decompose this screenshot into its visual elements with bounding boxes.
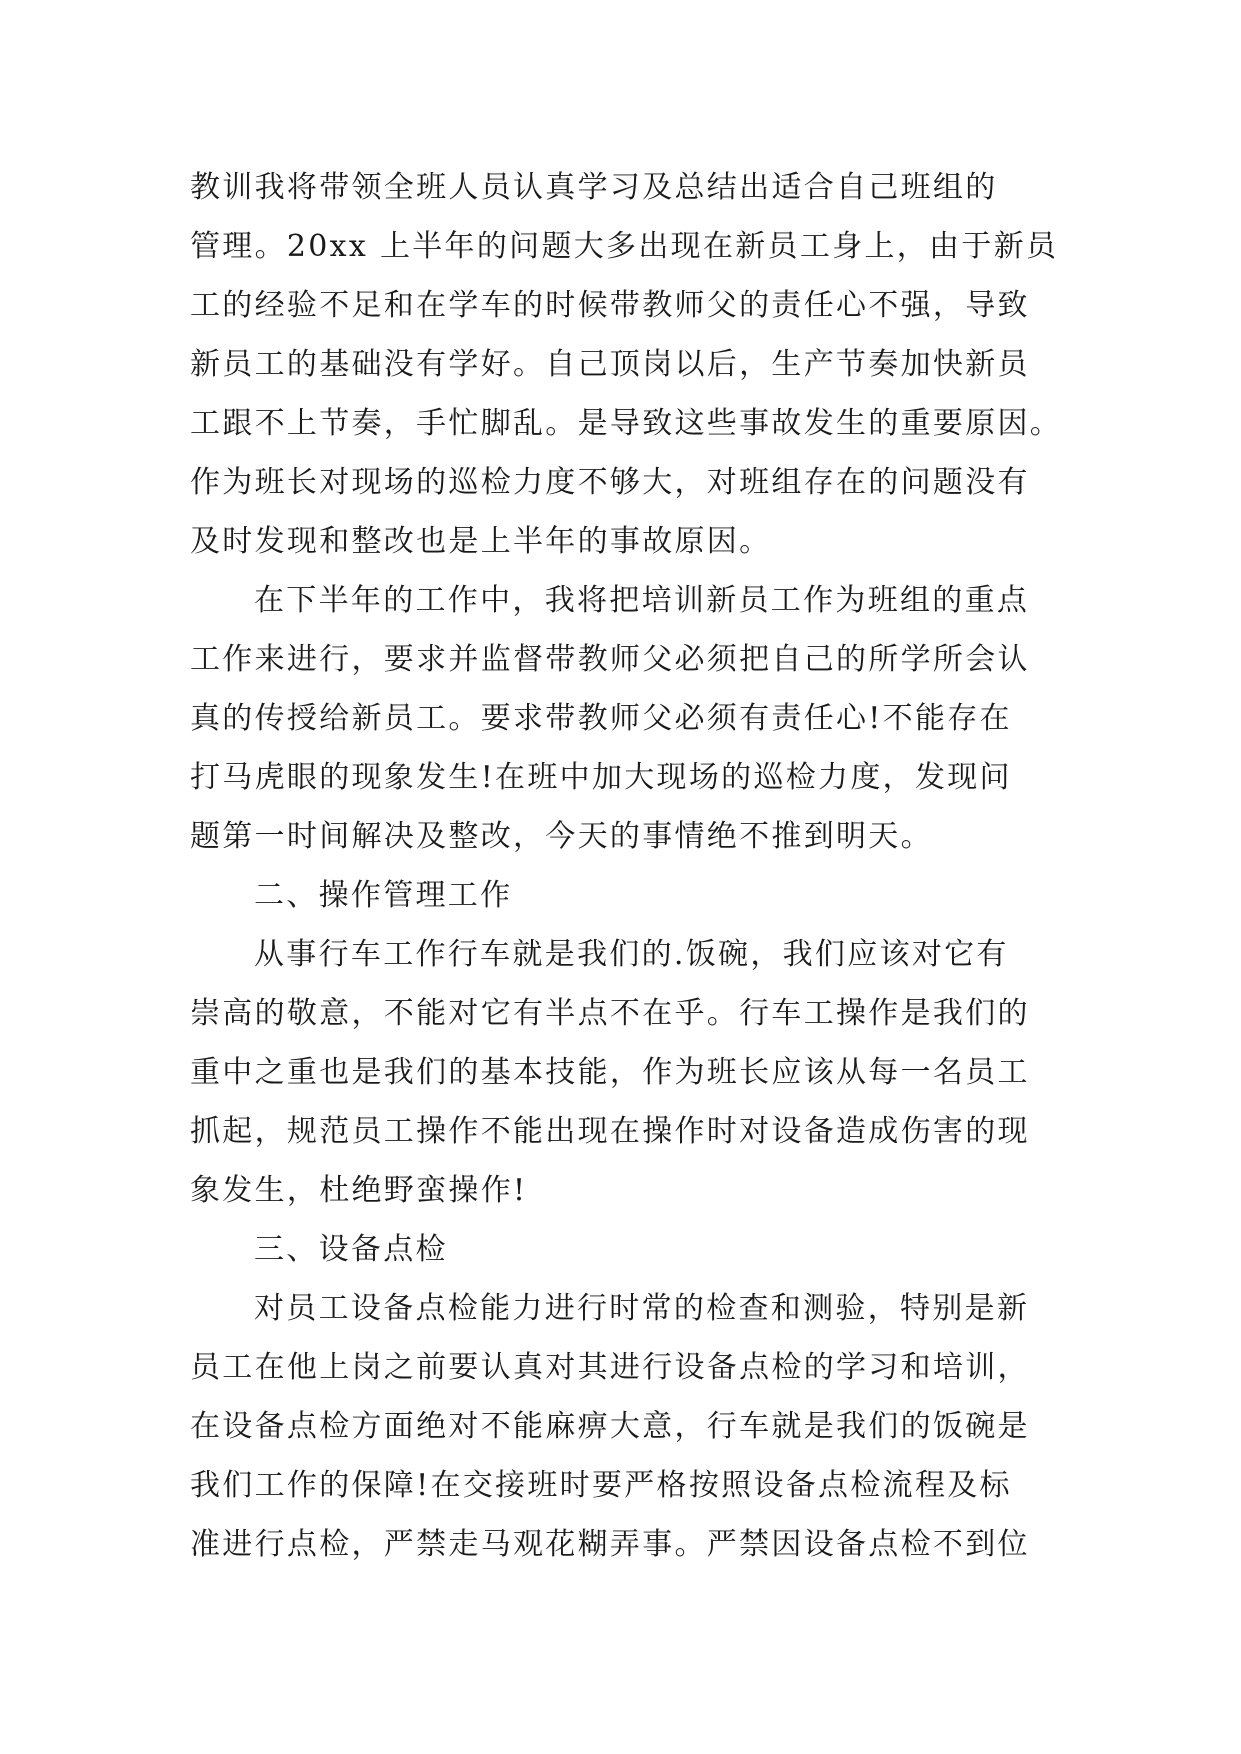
document-body <box>190 158 1063 1574</box>
text-line: 题第一时间解决及整改，今天的事情绝不推到明天。 <box>190 819 933 854</box>
text-line: 工跟不上节奏，手忙脚乱。是导致这些事故发生的重要原因。 <box>190 406 1063 441</box>
text-line: 重中之重也是我们的基本技能，作为班长应该从每一名员工 <box>190 1055 1030 1090</box>
text-line: 工作来进行，要求并监督带教师父必须把自己的所学所会认 <box>190 642 1030 677</box>
text-line: 从事行车工作行车就是我们的.饭碗，我们应该对它有 <box>254 937 1009 972</box>
text-line: 准进行点检，严禁走马观花糊弄事。严禁因设备点检不到位 <box>190 1527 1030 1562</box>
text-line: 新员工的基础没有学好。自己顶岗以后，生产节奏加快新员 <box>190 347 1030 382</box>
text-line: 二、操作管理工作 <box>254 878 513 913</box>
text-line: 象发生，杜绝野蛮操作! <box>190 1173 528 1208</box>
text-line: 我们工作的保障!在交接班时要严格按照设备点检流程及标 <box>190 1468 1012 1503</box>
text-line: 真的传授给新员工。要求带教师父必须有责任心!不能存在 <box>190 701 1012 736</box>
text-line: 抓起，规范员工操作不能出现在操作时对设备造成伤害的现 <box>190 1114 1030 1149</box>
text-line: 在设备点检方面绝对不能麻痹大意，行车就是我们的饭碗是 <box>190 1409 1030 1444</box>
text-line: 管理。20xx 上半年的问题大多出现在新员工身上，由于新员 <box>190 229 1059 264</box>
text-line: 作为班长对现场的巡检力度不够大，对班组存在的问题没有 <box>190 465 1030 500</box>
text-line: 工的经验不足和在学车的时候带教师父的责任心不强，导致 <box>190 288 1030 323</box>
text-line: 崇高的敬意，不能对它有半点不在乎。行车工操作是我们的 <box>190 996 1030 1031</box>
text-line: 教训我将带领全班人员认真学习及总结出适合自己班组的 <box>190 170 998 205</box>
text-line: 打马虎眼的现象发生!在班中加大现场的巡检力度，发现问 <box>190 760 1012 795</box>
text-line: 员工在他上岗之前要认真对其进行设备点检的学习和培训， <box>190 1350 1030 1385</box>
text-line: 在下半年的工作中，我将把培训新员工作为班组的重点 <box>254 583 1030 618</box>
text-line: 及时发现和整改也是上半年的事故原因。 <box>190 524 772 559</box>
text-line: 三、设备点检 <box>254 1232 448 1267</box>
text-line: 对员工设备点检能力进行时常的检查和测验，特别是新 <box>254 1291 1030 1326</box>
